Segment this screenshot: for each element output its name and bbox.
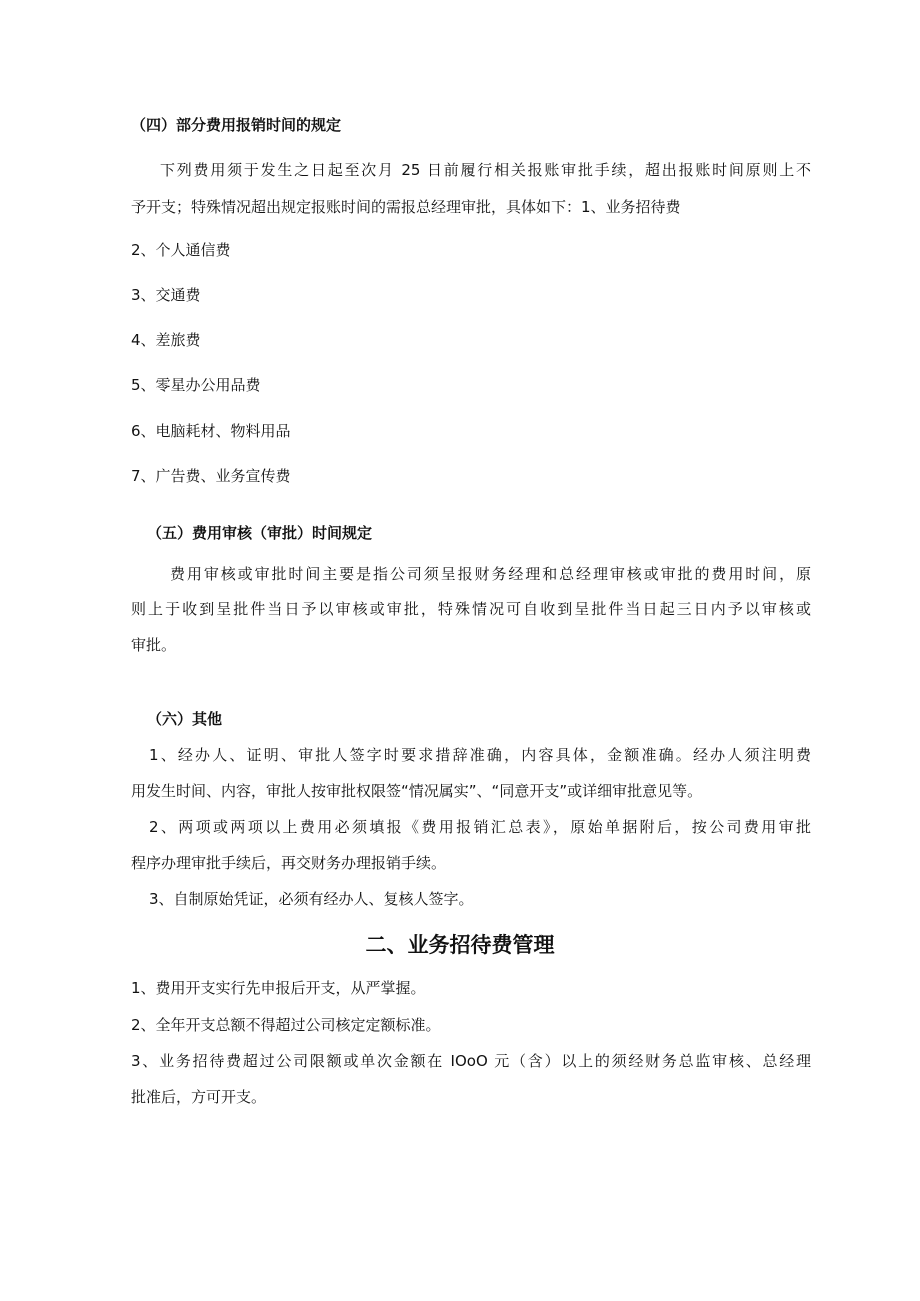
list-item: 4、差旅费	[131, 331, 201, 349]
section5-paragraph-line2: 则上于收到呈批件当日予以审核或审批，特殊情况可自收到呈批件当日起三日内予以审核或	[131, 600, 811, 618]
list-item: 2、个人通信费	[131, 241, 231, 259]
section5-paragraph-line1: 费用审核或审批时间主要是指公司须呈报财务经理和总经理审核或审批的费用时间，原	[170, 565, 811, 583]
part2-title: 二、业务招待费管理	[365, 933, 555, 957]
part2-item3-line1: 3、业务招待费超过公司限额或单次金额在 IOoO 元（含）以上的须经财务总监审核、总经理	[131, 1052, 811, 1070]
list-item: 5、零星办公用品费	[131, 376, 261, 394]
section6-item2-line2: 程序办理审批手续后，再交财务办理报销手续。	[131, 854, 447, 872]
section6-heading: （六）其他	[147, 710, 223, 728]
section5-heading: （五）费用审核（审批）时间规定	[147, 524, 373, 542]
section6-item1-line2: 用发生时间、内容，审批人按审批权限签“情况属实”、“同意开支”或详细审批意见等。	[131, 782, 703, 800]
part2-item2: 2、全年开支总额不得超过公司核定定额标准。	[131, 1016, 441, 1034]
section6-item3: 3、自制原始凭证，必须有经办人、复核人签字。	[149, 890, 474, 908]
section6-item2-line1: 2、两项或两项以上费用必须填报《费用报销汇总表》，原始单据附后，按公司费用审批	[149, 818, 811, 836]
part2-item3-line2: 批准后，方可开支。	[131, 1088, 267, 1106]
part2-item1: 1、费用开支实行先申报后开支，从严掌握。	[131, 979, 426, 997]
list-item: 3、交通费	[131, 286, 201, 304]
list-item: 6、电脑耗材、物料用品	[131, 422, 291, 440]
section4-heading: （四）部分费用报销时间的规定	[131, 116, 342, 134]
section5-paragraph-line3: 审批。	[131, 636, 177, 654]
section4-paragraph-line1: 下列费用须于发生之日起至次月 25 日前履行相关报账审批手续，超出报账时间原则上不	[160, 161, 811, 179]
section4-paragraph-line2: 予开支；特殊情况超出规定报账时间的需报总经理审批，具体如下：1、业务招待费	[131, 198, 681, 216]
section6-item1-line1: 1、经办人、证明、审批人签字时要求措辞准确，内容具体，金额准确。经办人须注明费	[149, 746, 811, 764]
list-item: 7、广告费、业务宣传费	[131, 467, 291, 485]
